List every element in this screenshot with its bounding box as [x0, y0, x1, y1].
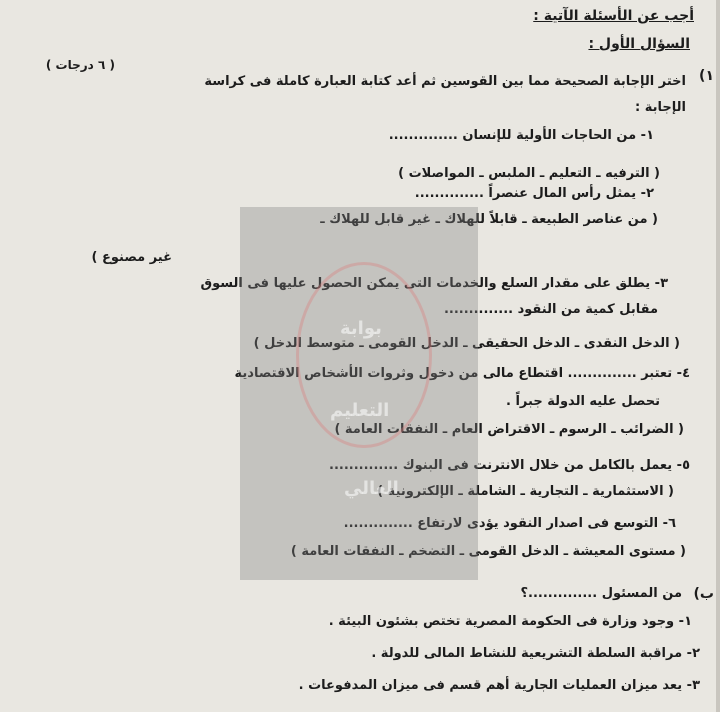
question-b-item-1: ١- وجود وزارة فى الحكومة المصرية تختص بشئون البيئة .	[328, 614, 692, 629]
question-b-number: ب)	[693, 586, 714, 602]
item-1-stem: ١- من الحاجات الأولية للإنسان ..............	[388, 128, 654, 143]
item-3-options: ( الدخل النقدى ـ الدخل الحقيقى ـ الدخل القومى ـ متوسط الدخل )	[253, 336, 680, 351]
item-5-options: ( الاستثمارية ـ التجارية ـ الشاملة ـ الإلكترونية )	[377, 484, 674, 499]
item-3-stem: ٣- يطلق على مقدار السلع والخدمات التى يمكن الحصول عليها فى السوق	[200, 276, 668, 291]
question-label: السؤال الأول :	[588, 36, 690, 52]
question-b-item-2: ٢- مراقبة السلطة التشريعية للنشاط المالى للدولة .	[371, 646, 700, 661]
watermark-text-1: بوابة	[340, 318, 382, 339]
item-1-options: ( الترفيه ـ التعليم ـ الملبس ـ المواصلات )	[398, 166, 660, 181]
item-4-options: ( الضرائب ـ الرسوم ـ الاقتراض العام ـ النفقات العامة )	[334, 422, 684, 437]
item-4-stem: ٤- تعتبر .............. اقتطاع مالى من دخول وثروات الأشخاص الاقتصادية	[234, 366, 690, 381]
item-6-stem: ٦- التوسع فى اصدار النقود يؤدى لارتفاع ..............	[343, 516, 676, 531]
item-5-stem: ٥- يعمل بالكامل من خلال الانترنت فى البنوك ..............	[329, 458, 690, 473]
item-3-stem-cont: مقابل كمية من النقود ..............	[443, 302, 658, 317]
item-2-options: ( من عناصر الطبيعة ـ قابلاً للهلاك ـ غير قابل للهلاك ـ	[320, 212, 658, 227]
marks-label: ( ٦ درجات )	[45, 58, 115, 72]
page-title: أجب عن الأسئلة الآتية :	[533, 8, 694, 24]
question-b-item-3: ٣- يعد ميزان العمليات الجارية أهم قسم فى ميزان المدفوعات .	[298, 678, 700, 693]
watermark-text-3: العالي	[344, 478, 399, 499]
item-4-stem-cont: تحصل عليه الدولة جبراً .	[506, 394, 660, 409]
page-edge	[716, 0, 720, 712]
question-b-stem: من المسئول ..............؟	[520, 586, 682, 601]
question-number: ١)	[699, 68, 714, 84]
instruction-line-1: اختر الإجابة الصحيحة مما بين القوسين ثم أعد كتابة العبارة كاملة فى كراسة	[204, 74, 686, 89]
item-2-options-cont: غير مصنوع )	[91, 250, 172, 265]
watermark-text-2: التعليم	[330, 400, 390, 421]
instruction-line-2: الإجابة :	[635, 100, 686, 115]
item-2-stem: ٢- يمثل رأس المال عنصراً ..............	[414, 186, 654, 201]
item-6-options: ( مستوى المعيشة ـ الدخل القومى ـ التضخم ـ النفقات العامة )	[290, 544, 686, 559]
